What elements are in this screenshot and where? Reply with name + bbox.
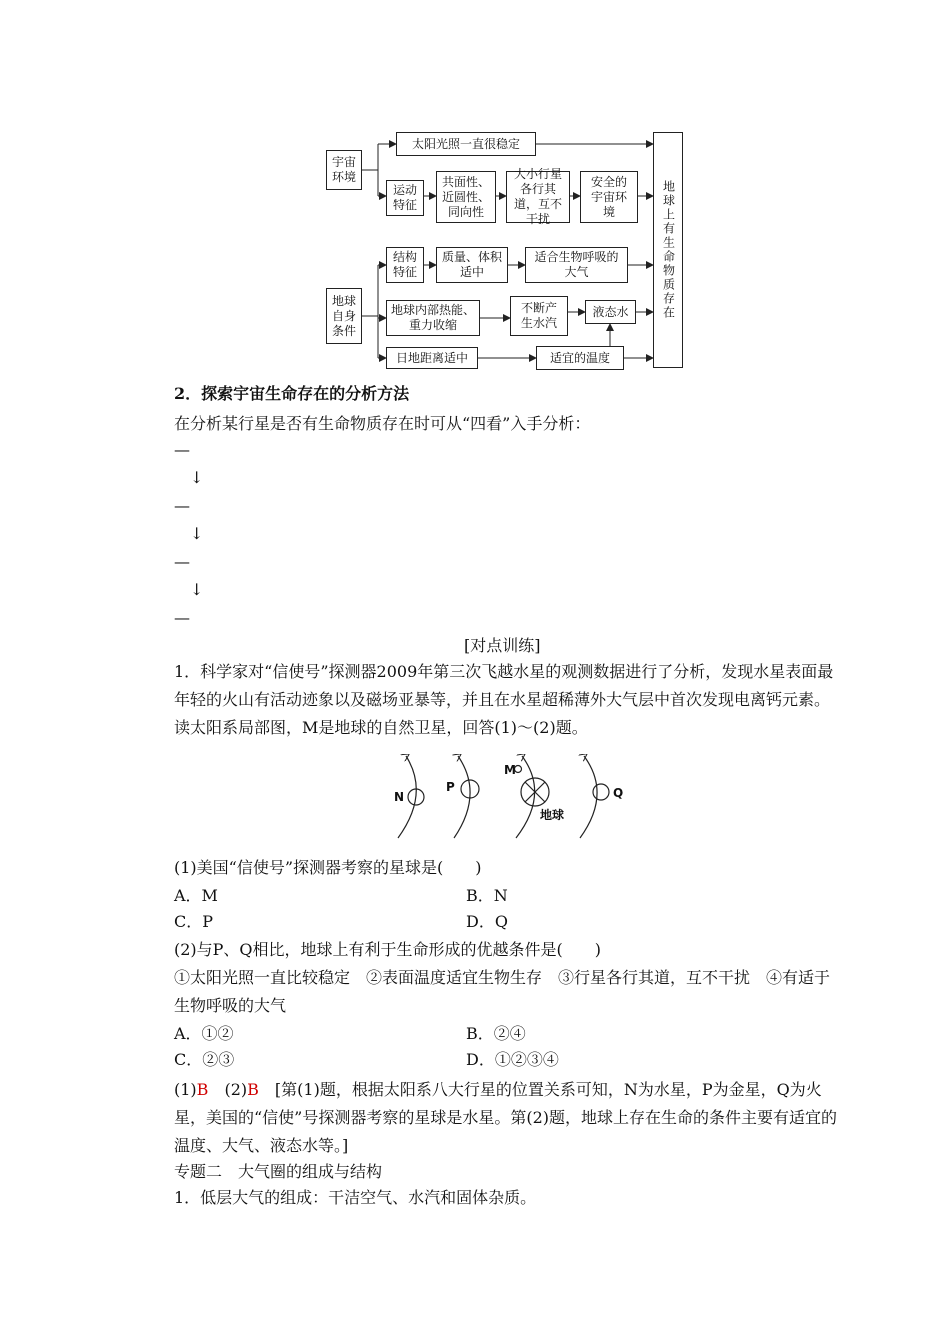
orbit-earth — [516, 756, 535, 838]
sub-question-1: (1)美国“信使号”探测器考察的星球是( ) — [174, 858, 482, 877]
section2-intro: 在分析某行星是否有生命物质存在时可从“四看”入手分析： — [174, 414, 591, 433]
explanation-text: [第(1)题，根据太阳系八大行星的位置关系可知，N为水星，P为金星，Q为火星，美国的“信使”号探测器考察的星球是水星。第(2)题，地球上存在生命的条件主要有适宜的温度、大气、液态水等。] — [174, 1080, 838, 1155]
orbits-box: 大小行星各行其道，互不干扰 — [506, 171, 570, 223]
option-1c: C．P — [174, 912, 214, 931]
option-1a: A．M — [174, 886, 218, 905]
interior-box: 地球内部热能、重力收缩 — [386, 300, 480, 336]
flowchart — [320, 128, 690, 373]
label-m: M — [504, 763, 516, 777]
solar-system-diagram — [380, 754, 640, 844]
method-step-1: — — [174, 440, 190, 459]
method-step-4: — — [174, 608, 190, 627]
label-p: P — [446, 780, 455, 794]
vapor-box: 不断产生水汽 — [510, 296, 568, 336]
orbit-p — [454, 756, 470, 838]
down-arrow-icon: ↓ — [190, 468, 204, 487]
coplanar-box: 共面性、近圆性、同向性 — [436, 171, 496, 223]
answer-value-2: B — [247, 1080, 259, 1099]
label-n: N — [394, 790, 405, 804]
option-1d: D．Q — [466, 912, 508, 931]
answer-value-1: B — [196, 1080, 209, 1099]
mass-box: 质量、体积适中 — [436, 247, 508, 283]
sub-question-2: (2)与P、Q相比，地球上有利于生命形成的优越条件是( ) — [174, 940, 602, 959]
liquid-box: 液态水 — [585, 300, 636, 324]
planet-q — [593, 784, 609, 800]
temperature-box: 适宜的温度 — [536, 346, 624, 370]
training-title: [对点训练] — [464, 636, 541, 655]
result-box: 地球上有生命物质存在 — [653, 132, 683, 368]
safe-box: 安全的宇宙环境 — [580, 171, 638, 223]
method-step-3: — — [174, 552, 190, 571]
label-earth: 地球 — [540, 808, 565, 822]
section2-heading: 2．探索宇宙生命存在的分析方法 — [174, 384, 410, 403]
question-1-stem: 1．科学家对“信使号”探测器2009年第三次飞越水星的观测数据进行了分析，发现水星表面最年轻的火山有活动迹象以及磁场亚暴等，并且在水星超稀薄外大气层中首次发现电离钙元素。读太阳系局部图，M是地球的自然卫星，回答(1)～(2)题。 — [174, 662, 834, 737]
label-q: Q — [613, 786, 624, 800]
down-arrow-icon: ↓ — [190, 580, 204, 599]
structure-box: 结构特征 — [386, 247, 424, 283]
atmosphere-box: 适合生物呼吸的大气 — [525, 247, 628, 283]
sunlight-box: 太阳光照一直很稳定 — [396, 132, 536, 156]
sub-question-2-statements: ①太阳光照一直比较稳定 ②表面温度适宜生物生存 ③行星各行其道，互不干扰 ④有适于生物呼吸的大气 — [174, 968, 831, 1015]
method-step-2: — — [174, 496, 190, 515]
motion-box: 运动特征 — [386, 180, 424, 216]
option-2c: C．②③ — [174, 1050, 235, 1069]
answer-label-1: (1) — [174, 1080, 197, 1099]
option-2a: A．①② — [174, 1024, 234, 1043]
answer-label-2: (2) — [224, 1080, 248, 1099]
topic2-heading: 专题二 大气圈的组成与结构 — [174, 1162, 383, 1181]
answer-explanation — [174, 1076, 840, 1160]
option-2b: B．②④ — [466, 1024, 526, 1043]
self-box: 地球自身条件 — [326, 288, 362, 344]
distance-box: 日地距离适中 — [386, 347, 478, 369]
option-2d: D．①②③④ — [466, 1050, 559, 1069]
topic2-item1: 1．低层大气的组成：干洁空气、水汽和固体杂质。 — [174, 1188, 537, 1207]
option-1b: B．N — [466, 886, 508, 905]
down-arrow-icon: ↓ — [190, 524, 204, 543]
universe-box: 宇宙环境 — [326, 150, 362, 190]
